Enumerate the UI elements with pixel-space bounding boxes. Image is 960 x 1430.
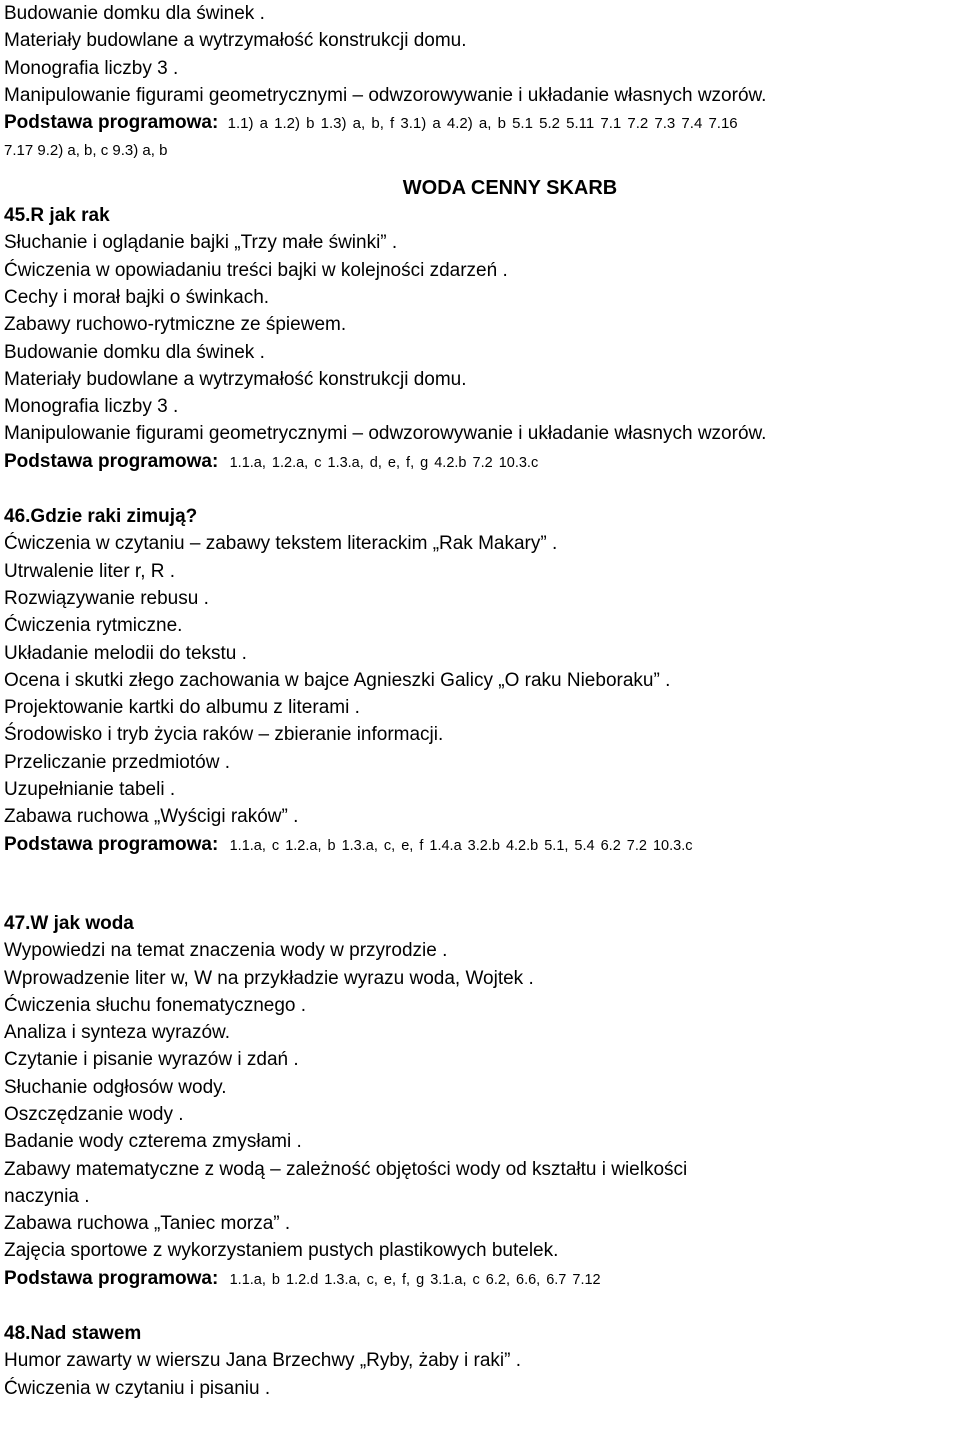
text-line: Czytanie i pisanie wyrazów i zdań . xyxy=(4,1049,299,1071)
text-line: Wprowadzenie liter w, W na przykładzie wyrazu woda, Wojtek . xyxy=(4,967,534,989)
curriculum-basis-line xyxy=(4,831,956,860)
curriculum-codes: 1.1) a 1.2) b 1.3) a, b, f 3.1) a 4.2) a, b 5.1 5.2 5.11 7.1 7.2 7.3 7.4 7.16 xyxy=(227,115,738,133)
text-line: Zajęcia sportowe z wykorzystaniem pustych plastikowych butelek. xyxy=(4,1240,559,1262)
curriculum-codes-continued: 7.17 9.2) a, b, c 9.3) a, b xyxy=(4,142,168,160)
curriculum-basis-line xyxy=(4,109,956,137)
text-line: Wypowiedzi na temat znaczenia wody w przyrodzie . xyxy=(4,940,448,962)
text-line: Ćwiczenia w czytaniu i pisaniu . xyxy=(4,1377,271,1399)
text-line: Budowanie domku dla świnek . xyxy=(4,3,265,24)
lesson-heading: 47.W jak woda xyxy=(4,912,134,934)
curriculum-basis-line xyxy=(4,1265,956,1294)
text-line: Rozwiązywanie rebusu . xyxy=(4,587,209,609)
text-line: Cechy i morał bajki o świnkach. xyxy=(4,286,270,308)
text-line: Środowisko i tryb życia raków – zbieranie informacji. xyxy=(4,724,444,746)
text-line: Ćwiczenia w czytaniu – zabawy tekstem literackim „Rak Makary” . xyxy=(4,533,558,555)
lesson-heading: 48.Nad stawem xyxy=(4,1323,142,1345)
text-line: Układanie melodii do tekstu . xyxy=(4,642,247,664)
text-line: Słuchanie odgłosów wody. xyxy=(4,1076,227,1098)
text-line: Utrwalenie liter r, R . xyxy=(4,560,176,582)
text-line: Zabawy ruchowo-rytmiczne ze śpiewem. xyxy=(4,314,347,336)
text-line: Zabawy matematyczne z wodą – zależność objętości wody od kształtu i wielkości xyxy=(4,1158,688,1180)
document-page xyxy=(4,0,956,1402)
curriculum-codes: 1.1.a, b 1.2.d 1.3.a, c, e, f, g 3.1.a, c 6.2, 6.6, 6.7 7.12 xyxy=(229,1271,601,1288)
text-line: Uzupełnianie tabeli . xyxy=(4,779,176,801)
curriculum-codes: 1.1.a, 1.2.a, c 1.3.a, d, e, f, g 4.2.b 7.2 10.3.c xyxy=(229,454,539,471)
curriculum-basis-label: Podstawa programowa: xyxy=(4,1267,219,1289)
curriculum-basis-label: Podstawa programowa: xyxy=(4,833,219,855)
text-line: Analiza i synteza wyrazów. xyxy=(4,1022,230,1044)
text-line: Ocena i skutki złego zachowania w bajce Agnieszki Galicy „O raku Nieboraku” . xyxy=(4,669,671,691)
lesson-heading: 45.R jak rak xyxy=(4,205,110,227)
lesson-heading: 46.Gdzie raki zimują? xyxy=(4,506,198,528)
text-line: Oszczędzanie wody . xyxy=(4,1103,184,1125)
text-line: Przeliczanie przedmiotów . xyxy=(4,751,230,773)
text-line: Ćwiczenia słuchu fonematycznego . xyxy=(4,994,307,1016)
unit-title: WODA CENNY SKARB xyxy=(402,176,618,199)
text-line: Budowanie domku dla świnek . xyxy=(4,341,265,363)
text-line: Materiały budowlane a wytrzymałość konstrukcji domu. xyxy=(4,30,467,52)
text-line: Monografia liczby 3 . xyxy=(4,396,179,418)
text-line: Materiały budowlane a wytrzymałość konstrukcji domu. xyxy=(4,368,467,390)
text-line: Zabawa ruchowa „Wyścigi raków” . xyxy=(4,806,299,828)
curriculum-codes: 1.1.a, c 1.2.a, b 1.3.a, c, e, f 1.4.a 3.2.b 4.2.b 5.1, 5.4 6.2 7.2 10.3.c xyxy=(229,837,693,854)
curriculum-basis-line xyxy=(4,448,956,477)
text-line: Ćwiczenia rytmiczne. xyxy=(4,615,183,637)
curriculum-basis-label: Podstawa programowa: xyxy=(4,450,219,472)
text-line: Badanie wody czterema zmysłami . xyxy=(4,1131,302,1153)
text-line: Humor zawarty w wierszu Jana Brzechwy „Ryby, żaby i raki” . xyxy=(4,1350,521,1372)
text-line: Ćwiczenia w opowiadaniu treści bajki w kolejności zdarzeń . xyxy=(4,259,508,281)
text-line: naczynia . xyxy=(4,1185,90,1207)
text-line: Manipulowanie figurami geometrycznymi – odwzorowywanie i układanie własnych wzorów. xyxy=(4,84,767,106)
text-line: Słuchanie i oglądanie bajki „Trzy małe świnki” . xyxy=(4,232,398,254)
text-line: Manipulowanie figurami geometrycznymi – odwzorowywanie i układanie własnych wzorów. xyxy=(4,423,767,445)
curriculum-basis-label: Podstawa programowa: xyxy=(4,112,219,134)
text-line: Zabawa ruchowa „Taniec morza” . xyxy=(4,1213,291,1235)
text-line: Projektowanie kartki do albumu z literami . xyxy=(4,697,360,719)
text-line: Monografia liczby 3 . xyxy=(4,57,179,79)
